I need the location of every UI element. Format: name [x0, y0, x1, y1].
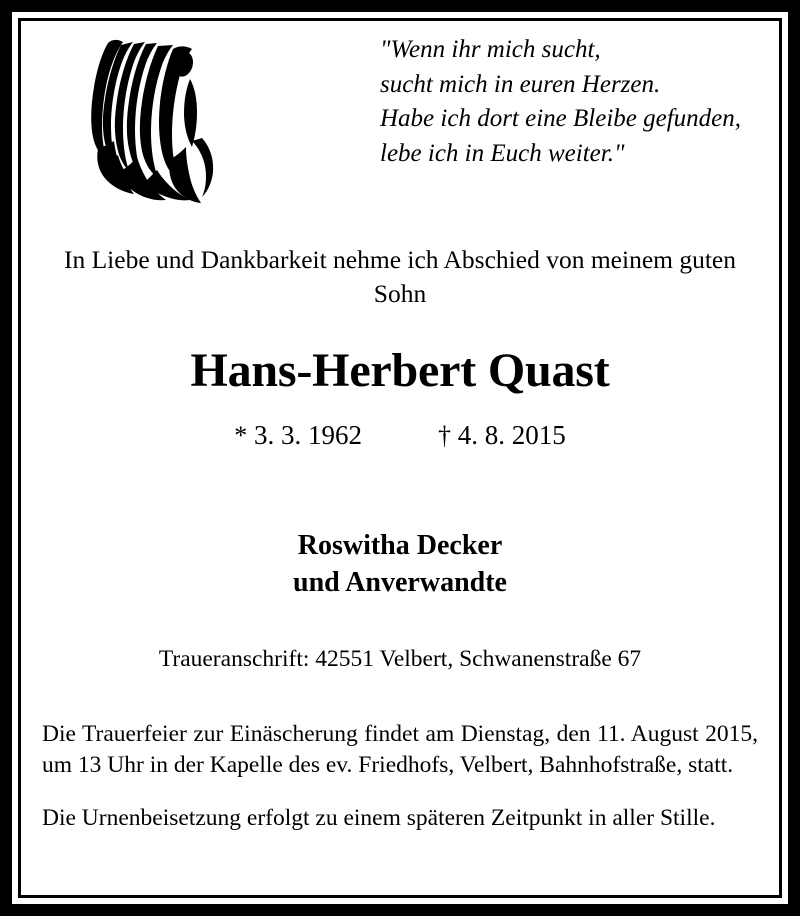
frame-white-gap	[12, 12, 788, 904]
verse-line-1: "Wenn ihr mich sucht,	[380, 36, 601, 63]
life-dates	[30, 419, 770, 451]
frame-inner-rule	[18, 18, 782, 898]
burial-note: Die Urnenbeisetzung erfolgt zu einem späteren Zeitpunkt in aller Stille.	[42, 805, 716, 832]
verse-line-3: Habe ich dort eine Bleibe gefunden,	[380, 105, 741, 132]
verse-line-2: sucht mich in euren Herzen.	[380, 70, 661, 98]
memorial-verse	[380, 33, 741, 171]
deceased-name: Hans-Herbert Quast	[190, 343, 610, 397]
death-cross-icon: †	[438, 420, 451, 450]
survivors-block	[30, 527, 770, 601]
survivor-secondary: und Anverwandte	[293, 567, 507, 599]
service-details: Die Trauerfeier zur Einäscherung findet am Dienstag, den 11. August 2015, um 13 Uhr in der Kapelle des ev. Friedhofs, Velbert, Bahnhofstraße, statt.	[42, 720, 758, 779]
death-date-value: 4. 8. 2015	[457, 419, 566, 450]
dedication-text: In Liebe und Dankbarkeit nehme ich Abschied von meinem guten Sohn	[63, 245, 736, 308]
survivor-primary: Roswitha Decker	[297, 530, 503, 561]
mourning-address: Traueranschrift: 42551 Velbert, Schwanenstraße 67	[158, 646, 642, 673]
birth-date-value: 3. 3. 1962	[254, 419, 362, 450]
verse-line-4: lebe ich in Euch weiter."	[380, 139, 625, 167]
death-date	[438, 420, 566, 450]
praying-hands-icon	[74, 31, 224, 206]
birth-star-icon: *	[234, 420, 248, 450]
header-row	[30, 21, 770, 221]
obituary-content	[21, 21, 779, 895]
birth-date	[234, 420, 362, 450]
